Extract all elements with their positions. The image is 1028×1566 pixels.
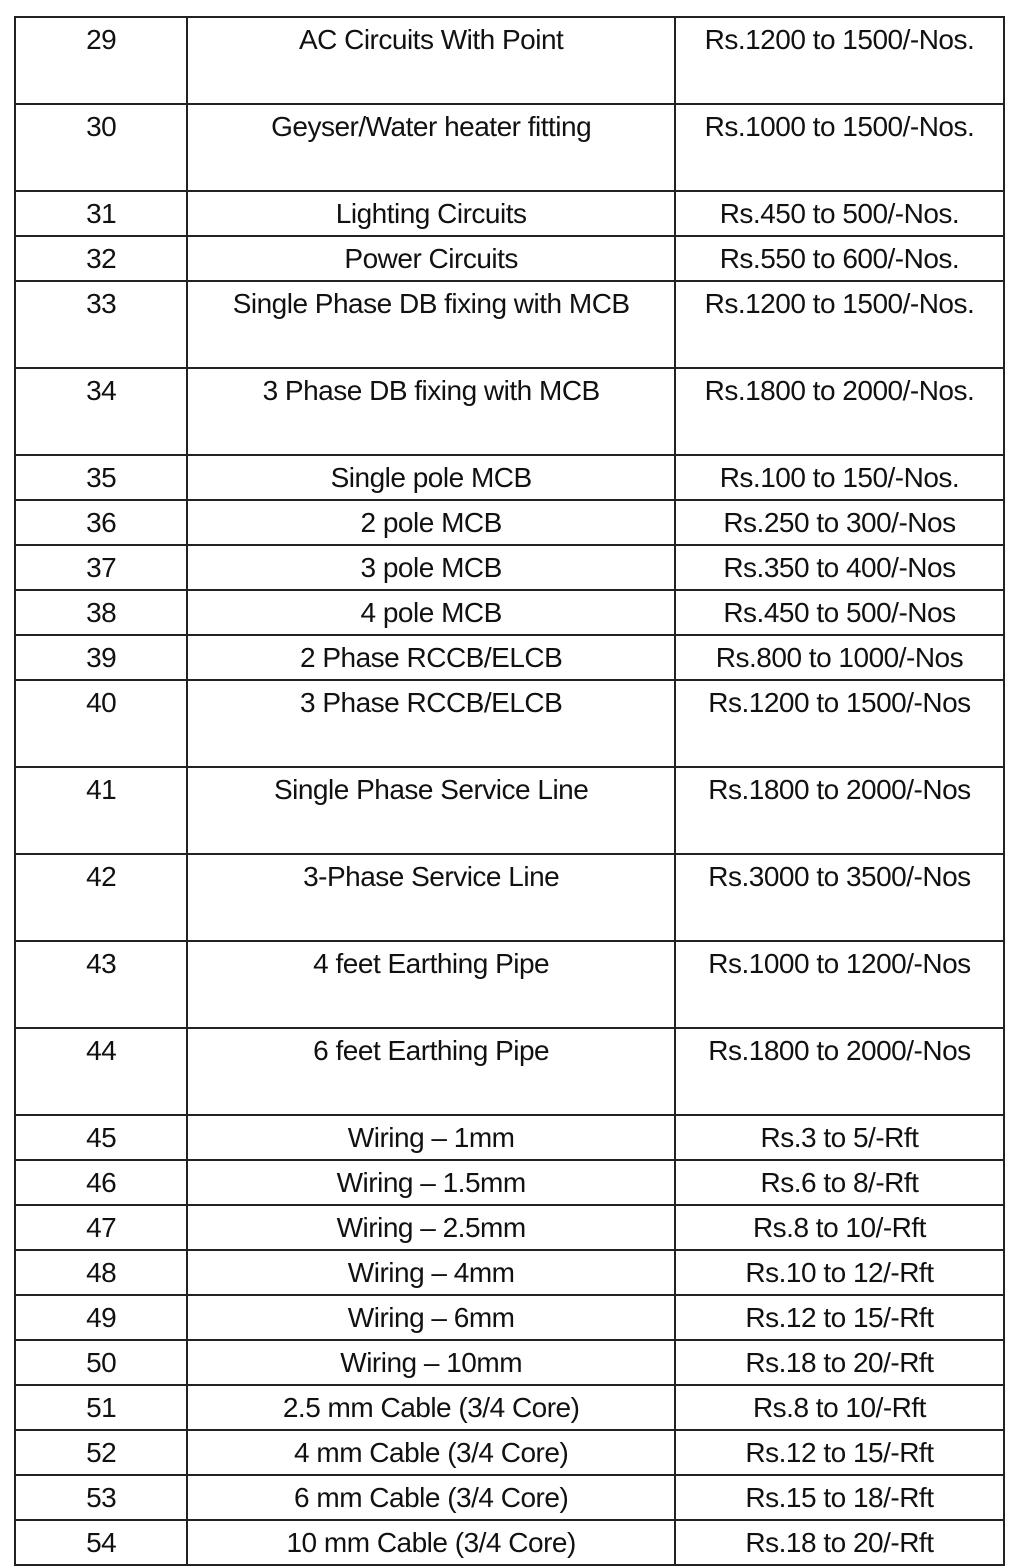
table-row [15,1250,1004,1295]
rate-cell: Rs.1000 to 1200/-Nos [675,941,1004,1028]
serial-number-cell: 35 [15,455,187,500]
item-description-cell: Lighting Circuits [187,191,675,236]
rate-cell: Rs.350 to 400/-Nos [675,545,1004,590]
rate-cell: Rs.1000 to 1500/-Nos. [675,104,1004,191]
table-row [15,368,1004,455]
table-row [15,191,1004,236]
table-row [15,1295,1004,1340]
item-description-cell: 2 pole MCB [187,500,675,545]
rate-cell: Rs.450 to 500/-Nos. [675,191,1004,236]
item-description-cell: AC Circuits With Point [187,17,675,104]
table-row [15,1475,1004,1520]
serial-number-cell: 41 [15,767,187,854]
item-description-cell: Wiring – 6mm [187,1295,675,1340]
item-description-cell: 10 mm Cable (3/4 Core) [187,1520,675,1565]
rate-cell: Rs.1800 to 2000/-Nos. [675,368,1004,455]
serial-number-cell: 48 [15,1250,187,1295]
rate-cell: Rs.8 to 10/-Rft [675,1385,1004,1430]
table-row [15,767,1004,854]
table-row [15,17,1004,104]
item-description-cell: 3-Phase Service Line [187,854,675,941]
item-description-cell: Single pole MCB [187,455,675,500]
table-row [15,281,1004,368]
item-description-cell: Power Circuits [187,236,675,281]
rate-cell: Rs.1200 to 1500/-Nos [675,680,1004,767]
table-row [15,941,1004,1028]
rate-cell: Rs.1800 to 2000/-Nos [675,1028,1004,1115]
item-description-cell: 4 mm Cable (3/4 Core) [187,1430,675,1475]
item-description-cell: 4 pole MCB [187,590,675,635]
item-description-cell: 3 Phase DB fixing with MCB [187,368,675,455]
item-description-cell: 6 feet Earthing Pipe [187,1028,675,1115]
serial-number-cell: 33 [15,281,187,368]
table-row [15,104,1004,191]
table-row [15,236,1004,281]
item-description-cell: 4 feet Earthing Pipe [187,941,675,1028]
rate-table-body [15,17,1004,1565]
table-row [15,1160,1004,1205]
table-row [15,1205,1004,1250]
item-description-cell: 6 mm Cable (3/4 Core) [187,1475,675,1520]
item-description-cell: Single Phase DB fixing with MCB [187,281,675,368]
serial-number-cell: 39 [15,635,187,680]
table-row [15,680,1004,767]
serial-number-cell: 50 [15,1340,187,1385]
table-row [15,635,1004,680]
item-description-cell: 3 pole MCB [187,545,675,590]
serial-number-cell: 52 [15,1430,187,1475]
rate-cell: Rs.12 to 15/-Rft [675,1295,1004,1340]
rate-cell: Rs.15 to 18/-Rft [675,1475,1004,1520]
serial-number-cell: 40 [15,680,187,767]
table-row [15,1385,1004,1430]
serial-number-cell: 37 [15,545,187,590]
rate-cell: Rs.250 to 300/-Nos [675,500,1004,545]
item-description-cell: Wiring – 2.5mm [187,1205,675,1250]
rate-cell: Rs.18 to 20/-Rft [675,1520,1004,1565]
table-row [15,590,1004,635]
serial-number-cell: 44 [15,1028,187,1115]
table-row [15,455,1004,500]
serial-number-cell: 32 [15,236,187,281]
item-description-cell: Single Phase Service Line [187,767,675,854]
rate-table [14,16,1005,1566]
rate-cell: Rs.800 to 1000/-Nos [675,635,1004,680]
rate-cell: Rs.6 to 8/-Rft [675,1160,1004,1205]
rate-cell: Rs.550 to 600/-Nos. [675,236,1004,281]
serial-number-cell: 47 [15,1205,187,1250]
rate-cell: Rs.3000 to 3500/-Nos [675,854,1004,941]
serial-number-cell: 34 [15,368,187,455]
item-description-cell: Wiring – 1.5mm [187,1160,675,1205]
serial-number-cell: 36 [15,500,187,545]
item-description-cell: Wiring – 4mm [187,1250,675,1295]
serial-number-cell: 42 [15,854,187,941]
rate-cell: Rs.1200 to 1500/-Nos. [675,17,1004,104]
rate-cell: Rs.18 to 20/-Rft [675,1340,1004,1385]
serial-number-cell: 45 [15,1115,187,1160]
rate-cell: Rs.1200 to 1500/-Nos. [675,281,1004,368]
serial-number-cell: 51 [15,1385,187,1430]
serial-number-cell: 46 [15,1160,187,1205]
serial-number-cell: 53 [15,1475,187,1520]
table-row [15,1340,1004,1385]
serial-number-cell: 43 [15,941,187,1028]
table-row [15,1028,1004,1115]
rate-cell: Rs.3 to 5/-Rft [675,1115,1004,1160]
rate-cell: Rs.10 to 12/-Rft [675,1250,1004,1295]
serial-number-cell: 49 [15,1295,187,1340]
item-description-cell: Geyser/Water heater fitting [187,104,675,191]
serial-number-cell: 30 [15,104,187,191]
item-description-cell: Wiring – 10mm [187,1340,675,1385]
serial-number-cell: 31 [15,191,187,236]
serial-number-cell: 54 [15,1520,187,1565]
table-row [15,1430,1004,1475]
item-description-cell: 2 Phase RCCB/ELCB [187,635,675,680]
item-description-cell: 3 Phase RCCB/ELCB [187,680,675,767]
rate-cell: Rs.1800 to 2000/-Nos [675,767,1004,854]
rate-cell: Rs.450 to 500/-Nos [675,590,1004,635]
serial-number-cell: 38 [15,590,187,635]
item-description-cell: Wiring – 1mm [187,1115,675,1160]
table-row [15,500,1004,545]
rate-cell: Rs.12 to 15/-Rft [675,1430,1004,1475]
serial-number-cell: 29 [15,17,187,104]
item-description-cell: 2.5 mm Cable (3/4 Core) [187,1385,675,1430]
table-row [15,854,1004,941]
table-row [15,545,1004,590]
rate-cell: Rs.8 to 10/-Rft [675,1205,1004,1250]
table-row [15,1115,1004,1160]
rate-cell: Rs.100 to 150/-Nos. [675,455,1004,500]
table-row [15,1520,1004,1565]
